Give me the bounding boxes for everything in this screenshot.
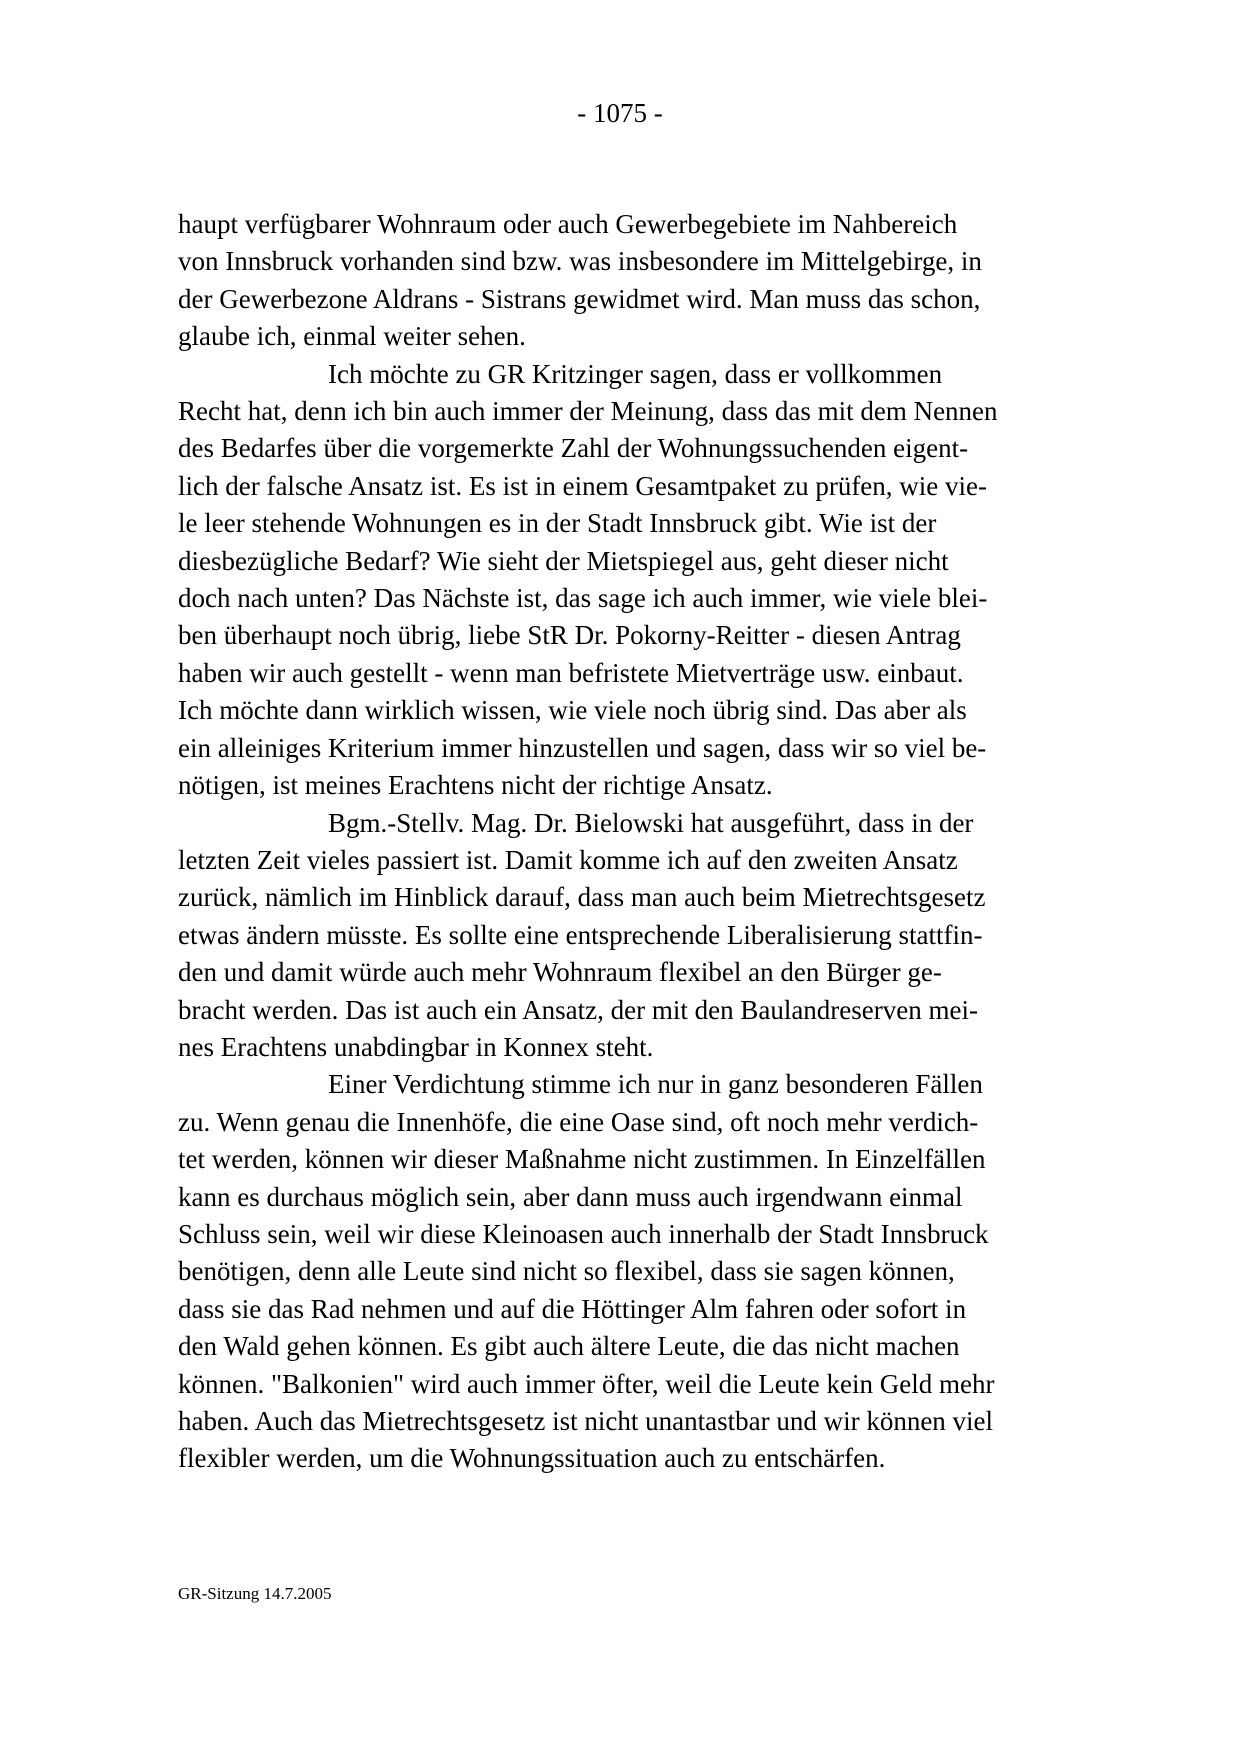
text-line: haupt verfügbarer Wohnraum oder auch Gewerbegebiete im Nahbereich	[178, 209, 958, 239]
text-line: etwas ändern müsste. Es sollte eine entsprechende Liberalisierung stattfin-	[178, 919, 983, 950]
body-text	[178, 206, 1078, 1478]
text-line: ben überhaupt noch übrig, liebe StR Dr. Pokorny-Reitter - diesen Antrag	[178, 620, 961, 651]
text-line: Recht hat, denn ich bin auch immer der Meinung, dass das mit dem Nennen	[178, 396, 998, 427]
text-line: tet werden, können wir dieser Maßnahme nicht zustimmen. In Einzelfällen	[178, 1144, 986, 1175]
text-line: kann es durchaus möglich sein, aber dann muss auch irgendwann einmal	[178, 1181, 963, 1212]
text-line: nes Erachtens unabdingbar in Konnex steht.	[178, 1031, 654, 1062]
text-line: doch nach unten? Das Nächste ist, das sage ich auch immer, wie viele blei-	[178, 583, 988, 614]
text-line: der Gewerbezone Aldrans - Sistrans gewidmet wird. Man muss das schon,	[178, 283, 981, 314]
text-line: le leer stehende Wohnungen es in der Stadt Innsbruck gibt. Wie ist der	[178, 508, 937, 539]
text-line: haben. Auch das Mietrechtsgesetz ist nicht unantastbar und wir können viel	[178, 1406, 994, 1436]
text-line: Schluss sein, weil wir diese Kleinoasen auch innerhalb der Stadt Innsbruck	[178, 1218, 989, 1249]
text-line: nötigen, ist meines Erachtens nicht der richtige Ansatz.	[178, 770, 773, 801]
text-line: flexibler werden, um die Wohnungssituation auch zu entschärfen.	[178, 1443, 886, 1474]
text-line: bracht werden. Das ist auch ein Ansatz, der mit den Baulandreserven mei-	[178, 994, 978, 1025]
paragraph-start-line: Einer Verdichtung stimme ich nur in ganz besonderen Fällen	[328, 1069, 983, 1100]
footer: GR-Sitzung 14.7.2005	[178, 1584, 332, 1603]
text-line: haben wir auch gestellt - wenn man befristete Mietverträge usw. einbaut.	[178, 657, 964, 688]
text-line: benötigen, denn alle Leute sind nicht so flexibel, dass sie sagen können,	[178, 1256, 955, 1287]
text-line: glaube ich, einmal weiter sehen.	[178, 321, 526, 352]
text-line: lich der falsche Ansatz ist. Es ist in einem Gesamtpaket zu prüfen, wie vie-	[178, 470, 987, 501]
text-line: zurück, nämlich im Hinblick darauf, dass man auch beim Mietrechtsgesetz	[178, 882, 986, 913]
text-line: von Innsbruck vorhanden sind bzw. was insbesondere im Mittelgebirge, in	[178, 246, 982, 277]
text-line: zu. Wenn genau die Innenhöfe, die eine Oase sind, oft noch mehr verdich-	[178, 1106, 979, 1137]
text-line: ein alleiniges Kriterium immer hinzustellen und sagen, dass wir so viel be-	[178, 732, 987, 763]
paragraph-start-line: Bgm.-Stellv. Mag. Dr. Bielowski hat ausgeführt, dass in der	[328, 807, 974, 838]
page-number: - 1075 -	[577, 98, 663, 128]
text-line: den Wald gehen können. Es gibt auch ältere Leute, die das nicht machen	[178, 1331, 960, 1362]
paragraph-start-line: Ich möchte zu GR Kritzinger sagen, dass er vollkommen	[328, 358, 943, 389]
text-line: können. "Balkonien" wird auch immer öfter, weil die Leute kein Geld mehr	[178, 1368, 995, 1399]
text-line: den und damit würde auch mehr Wohnraum flexibel an den Bürger ge-	[178, 957, 942, 988]
text-line: des Bedarfes über die vorgemerkte Zahl der Wohnungssuchenden eigent-	[178, 433, 969, 464]
text-line: letzten Zeit vieles passiert ist. Damit komme ich auf den zweiten Ansatz	[178, 844, 958, 875]
text-line: diesbezügliche Bedarf? Wie sieht der Mietspiegel aus, geht dieser nicht	[178, 545, 949, 576]
text-line: Ich möchte dann wirklich wissen, wie viele noch übrig sind. Das aber als	[178, 695, 967, 726]
text-line: dass sie das Rad nehmen und auf die Höttinger Alm fahren oder sofort in	[178, 1293, 967, 1324]
